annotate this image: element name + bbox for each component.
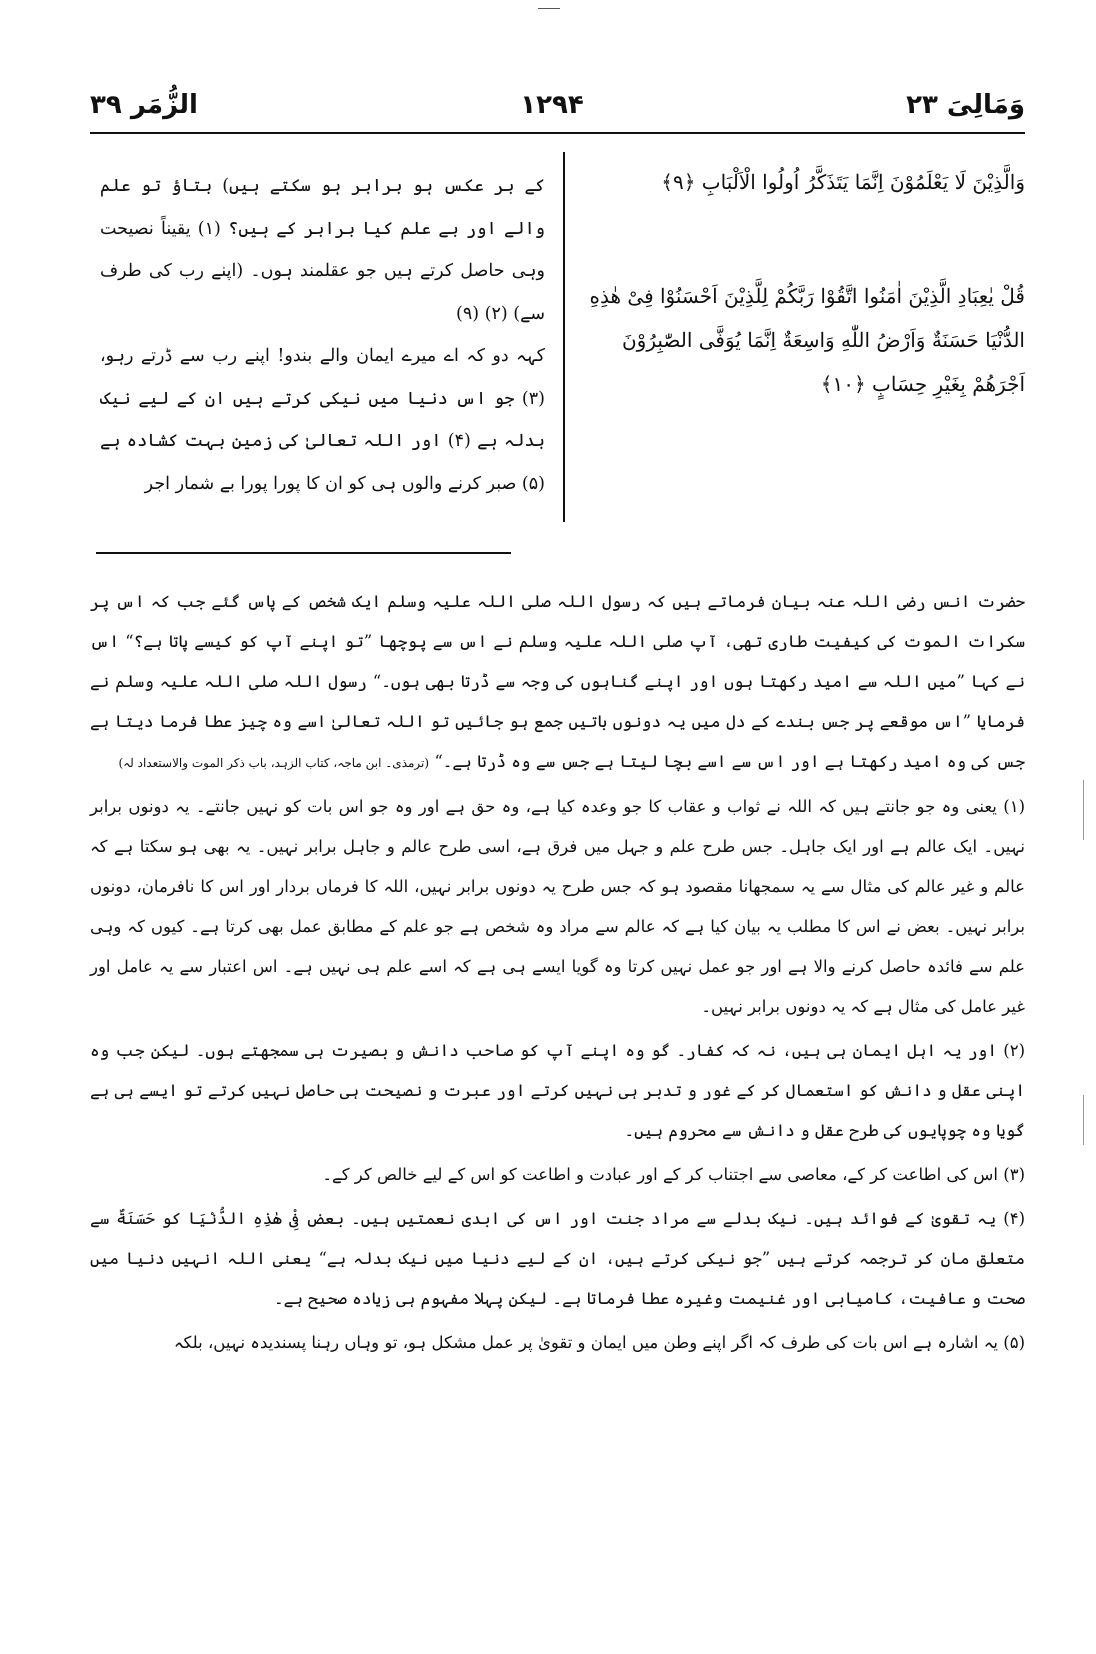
- scan-edge-mark: [1083, 1095, 1084, 1145]
- hadith-text: حضرت انس رضی اللہ عنہ بیان فرماتے ہیں کہ رسول اللہ صلی اللہ علیہ وسلم ایک شخص کے پاس گئے جب کہ اس پر سکرات الموت کی کیفیت طاری تھی، آپ صلی اللہ علیہ وسلم نے اس سے پوچھا ”تو اپنے آپ کو کیسے پاتا ہے؟“ اس نے کہا ”میں اللہ سے امید رکھتا ہوں اور اپنے گناہوں کی وجہ سے ڈرتا بھی ہوں۔“ رسول اللہ صلی اللہ علیہ وسلم نے فرمایا ”اس موقعے پر جس بندے کے دل میں یہ دونوں باتیں جمع ہو جائیں تو اللہ تعالیٰ اسے وہ چیز عطا فرما دیتا ہے جس کی وہ امید رکھتا ہے اور اس سے اسے بچا لیتا ہے جس سے وہ ڈرتا ہے۔“: [90, 592, 1025, 771]
- page-header: [90, 82, 1025, 127]
- hadith-paragraph: [90, 582, 1025, 783]
- footnote-2: (۲) اور یہ اہل ایمان ہی ہیں، نہ کہ کفار۔ گو وہ اپنے آپ کو صاحب دانش و بصیرت ہی سمجھتے ہوں۔ لیکن جب وہ اپنی عقل و دانش کو استعمال کر کے غور و تدبر ہی نہیں کرتے اور عبرت و نصیحت ہی حاصل نہیں کرتے تو ایسے ہی ہے گویا وہ چوپایوں کی طرح عقل و دانش سے محروم ہیں۔: [90, 1041, 1025, 1140]
- column-divider: [563, 152, 565, 522]
- scan-edge-mark: [1083, 780, 1084, 840]
- arabic-verse-10: قُلْ یٰعِبَادِ الَّذِیْنَ اٰمَنُوا اتَّقُوْا رَبَّکُمْ لِلَّذِیْنَ اَحْسَنُوْا فِیْ هٰذِهِ الدُّنْیَا حَسَنَةٌ وَاَرْضُ اللّٰهِ وَاسِعَةٌ اِنَّمَا یُوَفَّی الصّٰبِرُوْنَ اَجْرَهُمْ بِغَیْرِ حِسَابٍ ﴿۱۰﴾: [589, 284, 1025, 396]
- urdu-translation-column: [100, 165, 545, 525]
- commentary-section: [90, 582, 1025, 1642]
- arabic-verses-column: [585, 160, 1025, 520]
- footnote-separator: [96, 552, 511, 554]
- header-rule: [90, 132, 1025, 134]
- hadith-reference: (ترمذی۔ ابن ماجہ، کتاب الزہد، باب ذکر الموت والاستعداد لہ): [118, 756, 430, 770]
- header-surah-label: الزُّمَر ۳۹: [90, 89, 198, 120]
- footnote-4: (۴) یہ تقویٰ کے فوائد ہیں۔ نیک بدلے سے مراد جنت اور اس کی ابدی نعمتیں ہیں۔ بعض فِیْ هٰذِهِ الدُّنْیَا کو حَسَنَةٌ سے متعلق مان کر ترجمہ کرتے ہیں ”جو نیکی کرتے ہیں، ان کے لیے دنیا میں نیک بدلہ ہے“ یعنی اللہ انہیں دنیا میں صحت و عافیت، کامیابی اور غنیمت وغیرہ عطا فرماتا ہے۔ لیکن پہلا مفہوم ہی زیادہ صحیح ہے۔: [90, 1209, 1025, 1308]
- arabic-verse-9: وَالَّذِیْنَ لَا یَعْلَمُوْنَ اِنَّمَا یَتَذَکَّرُ اُولُوا الْاَلْبَابِ ﴿۹﴾: [661, 170, 1025, 194]
- urdu-translation-10: کہہ دو کہ اے میرے ایمان والے بندو! اپنے رب سے ڈرتے رہو، (۳) جو اس دنیا میں نیکی کرتے ہیں ان کے لیے نیک بدلہ ہے (۴) اور اللہ تعالیٰ کی زمین بہت کشادہ ہے (۵) صبر کرنے والوں ہی کو ان کا پورا پورا بے شمار اجر: [100, 346, 545, 494]
- header-page-number: ۱۲۹۴: [520, 89, 584, 120]
- top-page-mark: [538, 8, 560, 9]
- footnote-1: (۱) یعنی وہ جو جانتے ہیں کہ اللہ نے ثواب و عقاب کا جو وعدہ کیا ہے، وہ حق ہے اور وہ جو اس بات کو نہیں جانتے۔ یہ دونوں برابر نہیں۔ ایک عالم ہے اور ایک جاہل۔ جس طرح علم و جہل میں فرق ہے، اسی طرح عالم و جاہل برابر نہیں۔ یہ بھی ہو سکتا ہے کہ عالم و غیر عالم کی مثال سے یہ سمجھانا مقصود ہو کہ جس طرح یہ دونوں برابر نہیں، اللہ کا فرماں بردار اور اس کا نافرمان، دونوں برابر نہیں۔ بعض نے اس کا مطلب یہ بیان کیا ہے کہ عالم سے مراد وہ شخص ہے جو علم کے مطابق عمل بھی کرتا ہے۔ کیوں کہ وہی علم سے فائدہ حاصل کرنے والا ہے اور جو عمل نہیں کرتا وہ گویا ایسے ہی ہے کہ اسے علم ہی نہیں ہے۔ اس اعتبار سے یہ عامل اور غیر عامل کی مثال ہے کہ یہ دونوں برابر نہیں۔: [90, 797, 1025, 1016]
- header-juz-label: وَمَالِیَ ۲۳: [906, 89, 1025, 120]
- urdu-translation-9: کے بر عکس ہو برابر ہو سکتے ہیں) بتاؤ تو علم والے اور بے علم کیا برابر کے ہیں؟ (۱) یقیناً نصیحت وہی حاصل کرتے ہیں جو عقلمند ہوں۔ (اپنے رب کی طرف سے) (۲) (۹): [100, 176, 545, 324]
- footnote-5: (۵) یہ اشارہ ہے اس بات کی طرف کہ اگر اپنے وطن میں ایمان و تقویٰ پر عمل مشکل ہو، تو وہاں رہنا پسندیدہ نہیں، بلکہ: [173, 1333, 1025, 1352]
- footnote-3: (۳) اس کی اطاعت کر کے، معاصی سے اجتناب کر کے اور عبادت و اطاعت کو اس کے لیے خالص کر کے۔: [322, 1165, 1025, 1184]
